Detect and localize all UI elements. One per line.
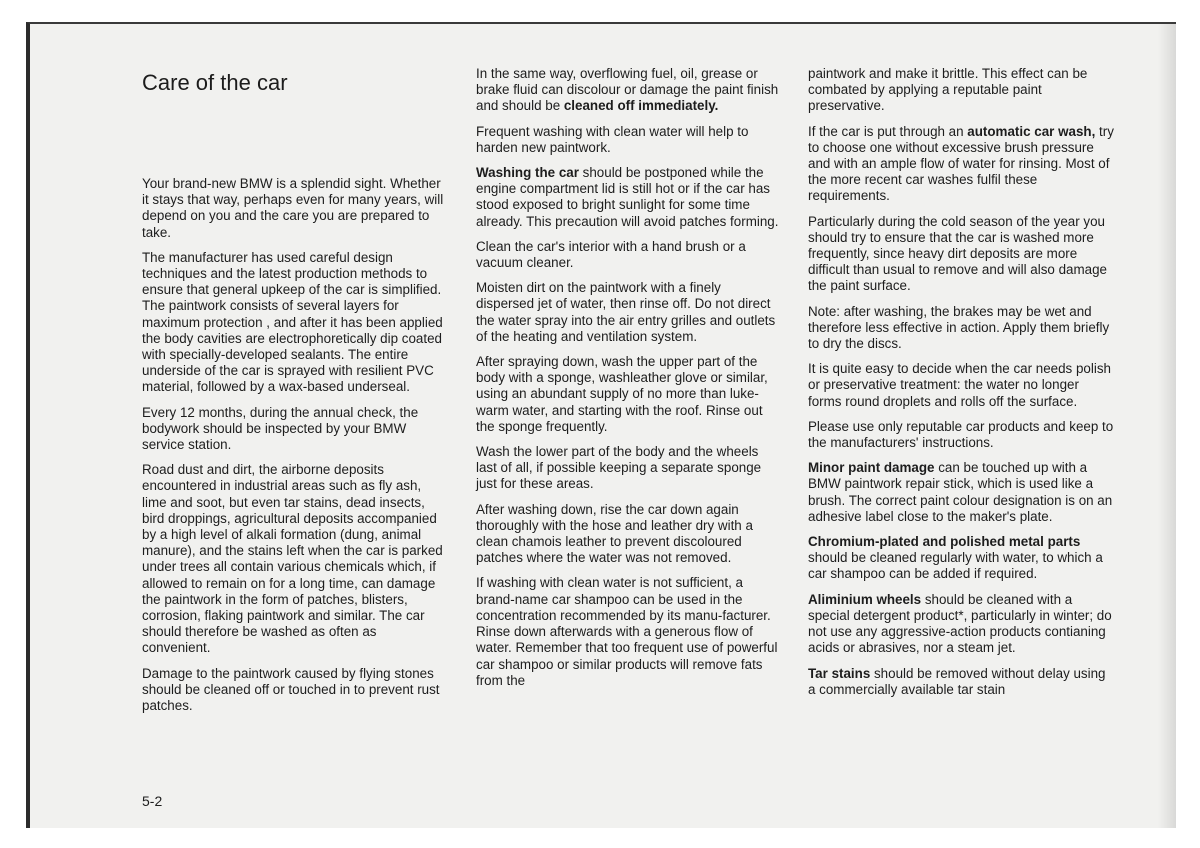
paragraph bbox=[808, 534, 1114, 583]
emphasis: Minor paint damage bbox=[808, 460, 935, 476]
paragraph bbox=[808, 460, 1114, 525]
paragraph-text: If the car is put through an bbox=[808, 123, 968, 139]
paragraph bbox=[808, 592, 1114, 657]
paragraph: Road dust and dirt, the airborne deposits encountered in industrial areas such as fly ash, lime and soot, but even tar stains, dead insects, bird droppings, agricultural deposits accompanied by a high level of alkali formation (dung, animal manure), and the stains left when the car is parked under trees all contain various chemicals which, if allowed to remain on for a long time, can damage the paintwork in the form of patches, blisters, corrosion, flaking paintwork and similar. The car should therefore be washed as often as convenient. bbox=[142, 462, 443, 656]
paragraph: Clean the car's interior with a hand brush or a vacuum cleaner. bbox=[476, 238, 746, 271]
paragraph: The manufacturer has used careful design techniques and the latest production methods to ensure that general upkeep of the car is simplified. The paintwork consists of several layers for maximum protection , and after it has been applied the body cavities are electrophoretically dip coated with specially-developed sealants. The entire underside of the car is sprayed with resilient PVC material, followed by a wax-based underseal. bbox=[142, 249, 443, 395]
paragraph-text: try to choose one without excessive brush pressure and with an ample flow of water for rinsing. Most of the more recent car washes fulfil these requirements. bbox=[808, 123, 1114, 204]
paragraph: paintwork and make it brittle. This effect can be combated by applying a reputable paint preservative. bbox=[808, 66, 1088, 114]
text-column-3 bbox=[808, 66, 1114, 707]
emphasis: cleaned off immediately. bbox=[563, 98, 719, 114]
paragraph: Please use only reputable car products and keep to the manufacturers' instructions. bbox=[808, 418, 1114, 451]
paragraph: Your brand-new BMW is a splendid sight. Whether it stays that way, perhaps even for many years, will depend on you and the care you are prepared to take. bbox=[142, 176, 444, 240]
paragraph-text: should be postponed while the engine compartment lid is still hot or if the car has stood exposed to bright sunlight for some time already. This precaution will avoid patches forming. bbox=[476, 165, 779, 229]
paragraph bbox=[476, 66, 782, 115]
paragraph-text: can be touched up with a BMW paintwork repair stick, which is used like a brush. The correct paint colour designation is on an adhesive label close to the maker's plate. bbox=[808, 460, 1113, 524]
paragraph bbox=[476, 165, 782, 230]
paragraph bbox=[808, 666, 1114, 698]
paragraph-text: should be removed without delay using a commercially available tar stain bbox=[808, 665, 1106, 697]
paragraph: After washing down, rise the car down again thoroughly with the hose and leather dry with a clean chamois leather to prevent discoloured patches where the water was not removed. bbox=[476, 501, 753, 566]
paragraph: Frequent washing with clean water will help to harden new paintwork. bbox=[476, 123, 749, 155]
paragraph: Damage to the paintwork caused by flying stones should be cleaned off or touched in to prevent rust patches. bbox=[142, 665, 440, 714]
paragraph: Wash the lower part of the body and the wheels last of all, if possible keeping a separate sponge just for these areas. bbox=[476, 444, 762, 492]
paragraph: Note: after washing, the brakes may be wet and therefore less effective in action. Apply them briefly to dry the discs. bbox=[808, 303, 1110, 352]
emphasis: automatic car wash, bbox=[967, 123, 1096, 139]
paragraph: Moisten dirt on the paintwork with a finely dispersed jet of water, then rinse off. Do not direct the water spray into the air entry grilles and outlets of the heating and ventilation system. bbox=[476, 280, 776, 344]
paragraph-text: should be cleaned with a special detergent product*, particularly in winter; do not use any aggressive-action products contianing acids or abrasives, nor a steam jet. bbox=[808, 591, 1112, 656]
page-number: 5-2 bbox=[142, 793, 163, 809]
paragraph-text: should be cleaned regularly with water, to which a car shampoo can be added if required. bbox=[808, 550, 1103, 582]
text-column-2 bbox=[476, 66, 782, 698]
emphasis: Tar stains bbox=[808, 665, 871, 681]
paragraph: It is quite easy to decide when the car needs polish or preservative treatment: the water no longer forms round droplets and rolls off the surface. bbox=[808, 361, 1111, 409]
paragraph: If washing with clean water is not sufficient, a brand-name car shampoo can be used in the concentration recommended by its manu-facturer. Rinse down afterwards with a generous flow of water. Remember that too frequent use of powerful car shampoo or similar products will remove fats from the bbox=[476, 575, 778, 688]
text-column-1 bbox=[142, 176, 448, 723]
manual-page bbox=[26, 22, 1176, 828]
paragraph bbox=[808, 124, 1114, 205]
paragraph: Every 12 months, during the annual check, the bodywork should be inspected by your BMW service station. bbox=[142, 404, 419, 453]
emphasis: Washing the car bbox=[476, 165, 579, 181]
paragraph-text: In the same way, overflowing fuel, oil, grease or brake fluid can discolour or damage the paint finish and should be bbox=[476, 66, 779, 114]
page-title: Care of the car bbox=[142, 70, 288, 95]
emphasis: Aliminium wheels bbox=[808, 591, 922, 607]
emphasis: Chromium-plated and polished metal parts bbox=[808, 534, 1081, 550]
paragraph: After spraying down, wash the upper part of the body with a sponge, washleather glove or similar, using an abundant supply of no more than luke-warm water, and starting with the roof. Rinse out the sponge frequently. bbox=[476, 354, 768, 434]
paragraph: Particularly during the cold season of the year you should try to ensure that the car is washed more frequently, since heavy dirt deposits are more difficult than usual to remove and will also damage the paint surface. bbox=[808, 213, 1107, 294]
